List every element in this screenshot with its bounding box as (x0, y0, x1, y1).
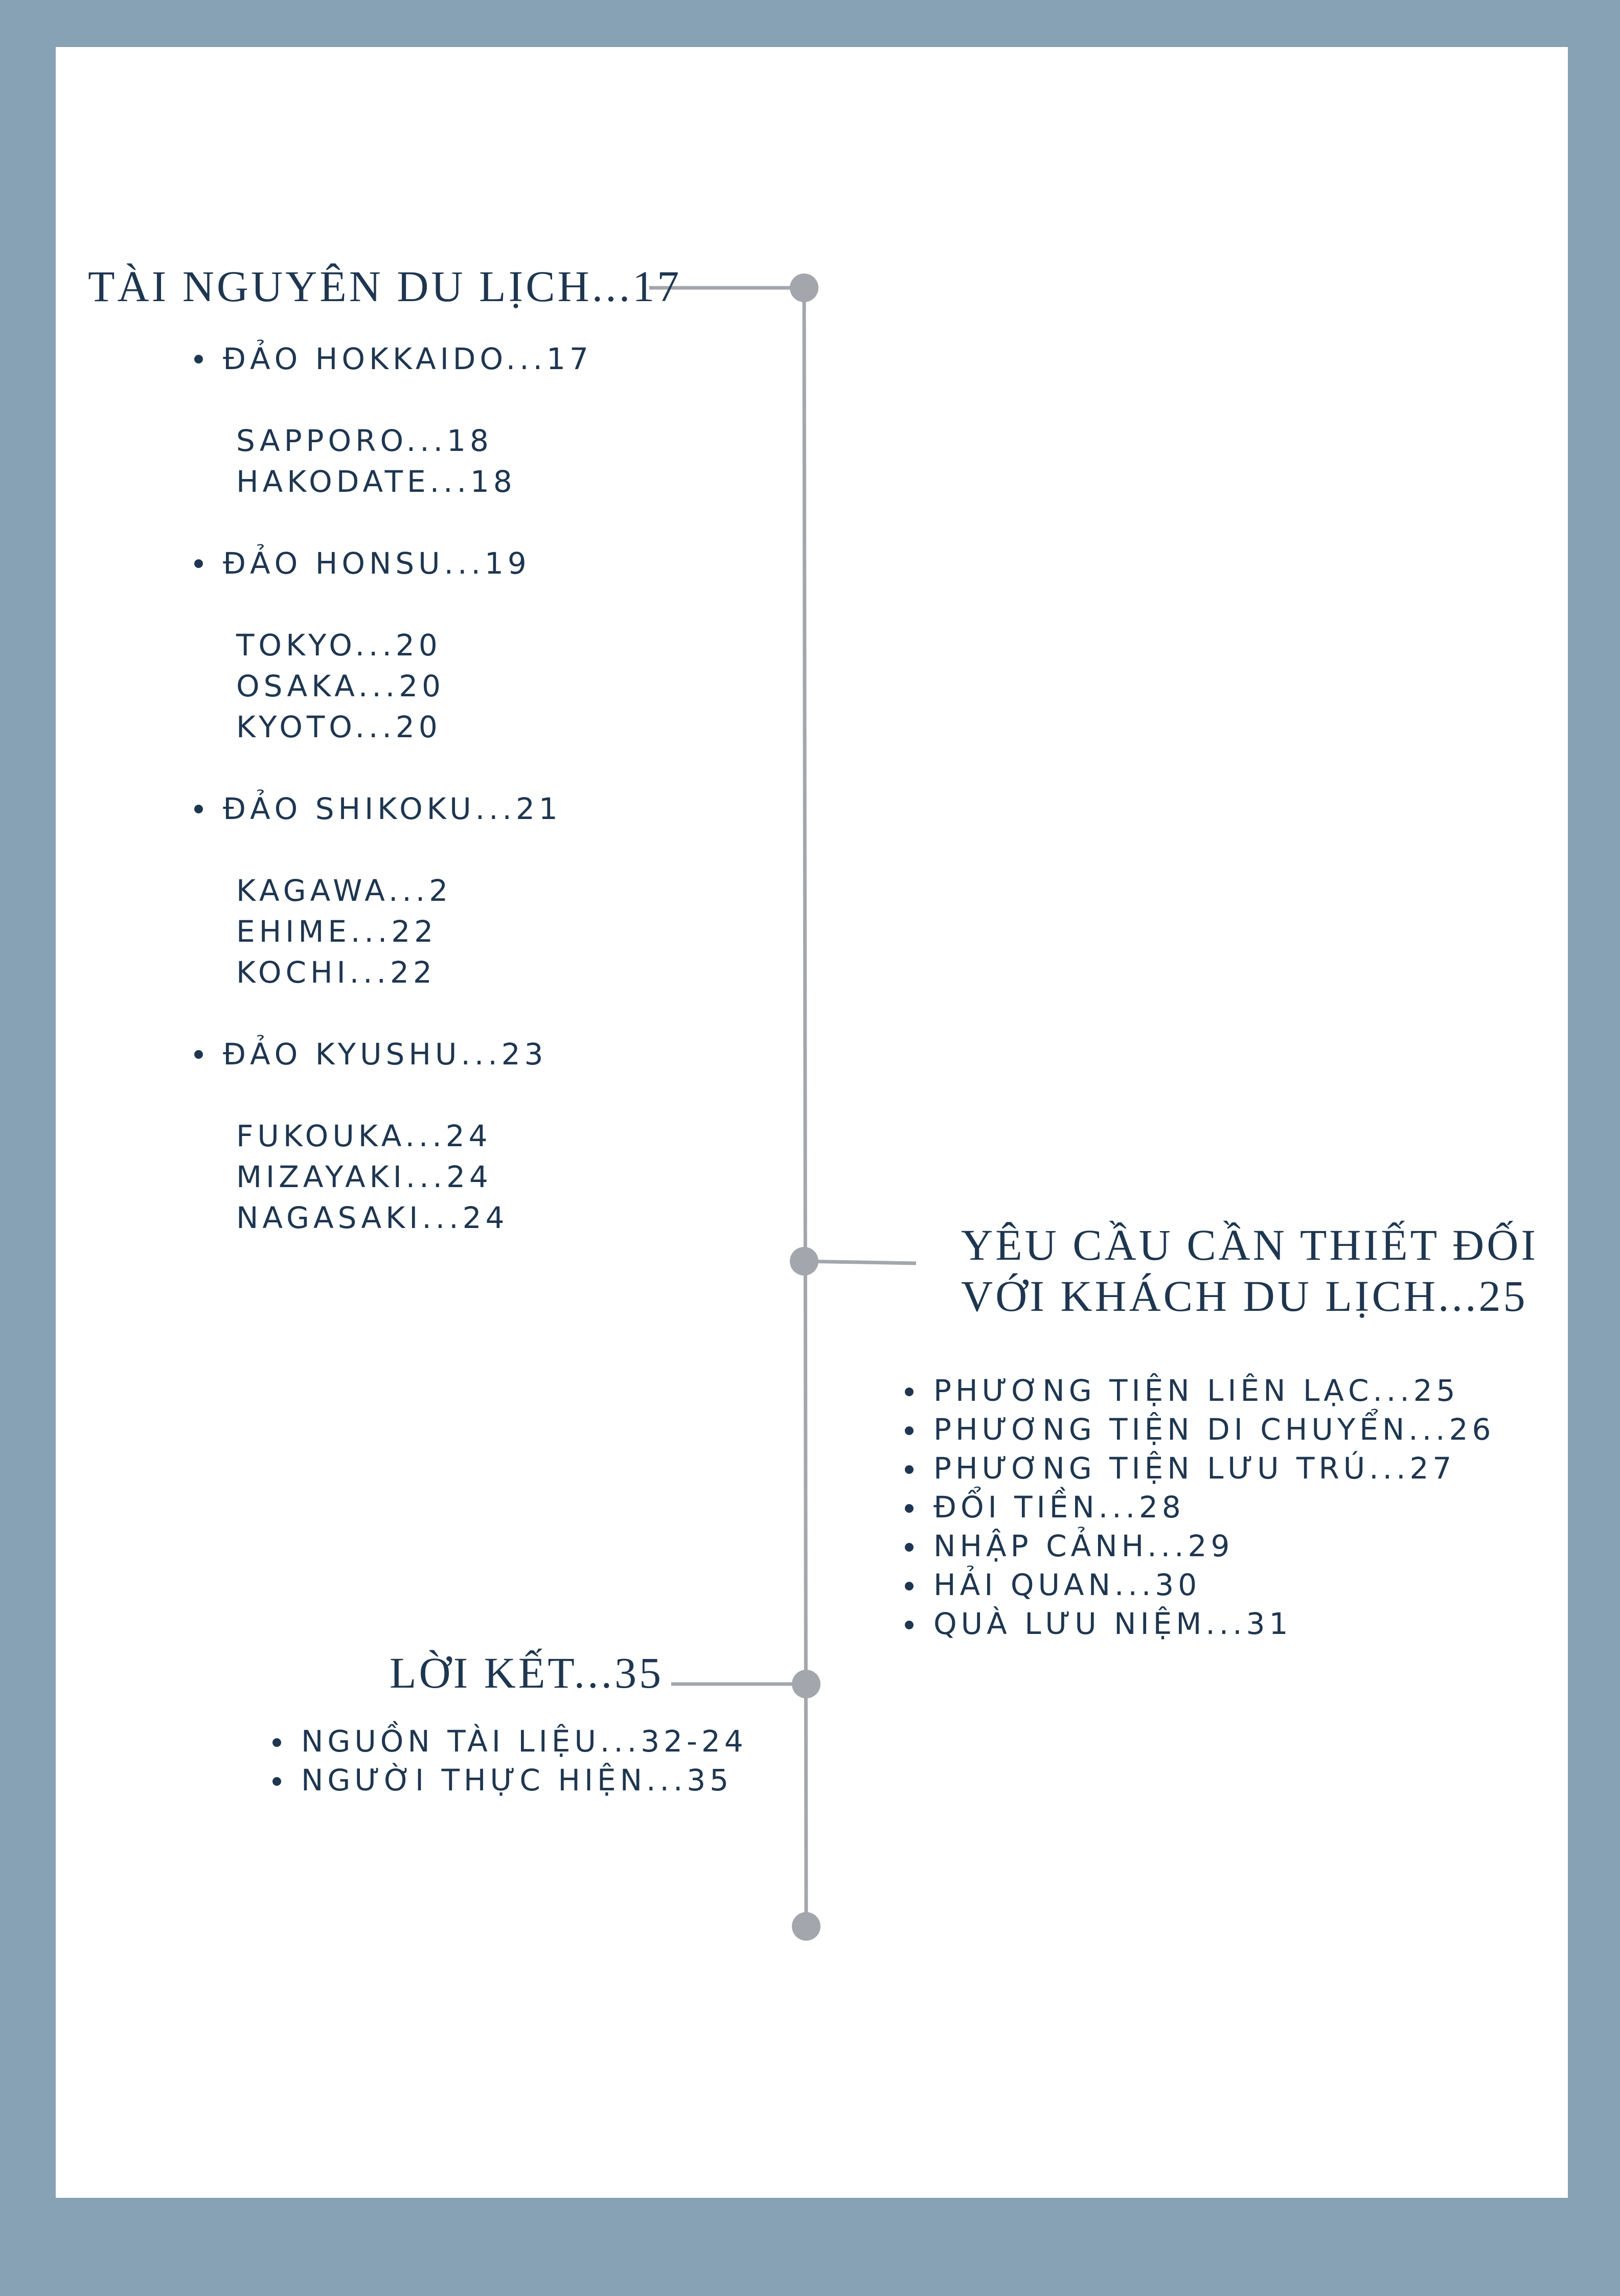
sub-item: SAPPORO...18 (236, 423, 493, 458)
sub-item: TOKYO...20 (236, 628, 442, 663)
connector-section2 (804, 1261, 916, 1263)
group-honsu (190, 543, 592, 747)
sub-item: HAKODATE...18 (236, 464, 516, 499)
group-label: ĐẢO SHIKOKU...21 (190, 788, 592, 829)
section2-list (901, 1371, 1495, 1643)
section2-title (961, 1219, 1538, 1322)
sub-item: KYOTO...20 (236, 710, 442, 744)
sub-list (190, 1116, 592, 1238)
sub-list (190, 625, 592, 747)
list-item: NHẬP CẢNH...29 (901, 1527, 1495, 1565)
list-item: PHƯƠNG TIỆN LIÊN LẠC...25 (901, 1371, 1495, 1410)
list-item: QUÀ LƯU NIỆM...31 (901, 1604, 1495, 1643)
group-shikoku (190, 788, 592, 993)
group-label: ĐẢO KYUSHU...23 (190, 1034, 592, 1075)
timeline-node-1 (790, 274, 818, 302)
group-label: ĐẢO HOKKAIDO...17 (190, 338, 592, 379)
list-item: NGƯỜI THỰC HIỆN...35 (268, 1761, 747, 1800)
sub-item: MIZAYAKI...24 (236, 1160, 492, 1194)
list-item: NGUỒN TÀI LIỆU...32-24 (268, 1722, 747, 1761)
section1-title: TÀI NGUYÊN DU LỊCH...17 (88, 262, 682, 311)
timeline-node-3 (792, 1670, 820, 1698)
sub-list (190, 420, 592, 502)
section3-list (268, 1722, 747, 1800)
sub-item: NAGASAKI...24 (236, 1200, 509, 1235)
sub-item: KOCHI...22 (236, 955, 436, 990)
section2-title-line1: YÊU CẦU CẦN THIẾT ĐỐI (961, 1220, 1538, 1269)
timeline-node-2 (790, 1247, 818, 1276)
section2-title-line2: VỚI KHÁCH DU LỊCH...25 (961, 1271, 1528, 1321)
sub-item: OSAKA...20 (236, 669, 445, 703)
section1-list (190, 338, 592, 1279)
group-hokkaido (190, 338, 592, 502)
sub-item: FUKOUKA...24 (236, 1119, 492, 1153)
sub-item: EHIME...22 (236, 914, 438, 949)
list-item: PHƯƠNG TIỆN LƯU TRÚ...27 (901, 1449, 1495, 1488)
list-item: HẢI QUAN...30 (901, 1565, 1495, 1604)
timeline-node-end (792, 1912, 820, 1941)
sub-item: KAGAWA...2 (236, 873, 452, 908)
group-label: ĐẢO HONSU...19 (190, 543, 592, 584)
sub-list (190, 870, 592, 993)
group-kyushu (190, 1034, 592, 1238)
list-item: PHƯƠNG TIỆN DI CHUYỂN...26 (901, 1410, 1495, 1449)
section3-title: LỜI KẾT...35 (390, 1648, 664, 1697)
list-item: ĐỔI TIỀN...28 (901, 1488, 1495, 1527)
